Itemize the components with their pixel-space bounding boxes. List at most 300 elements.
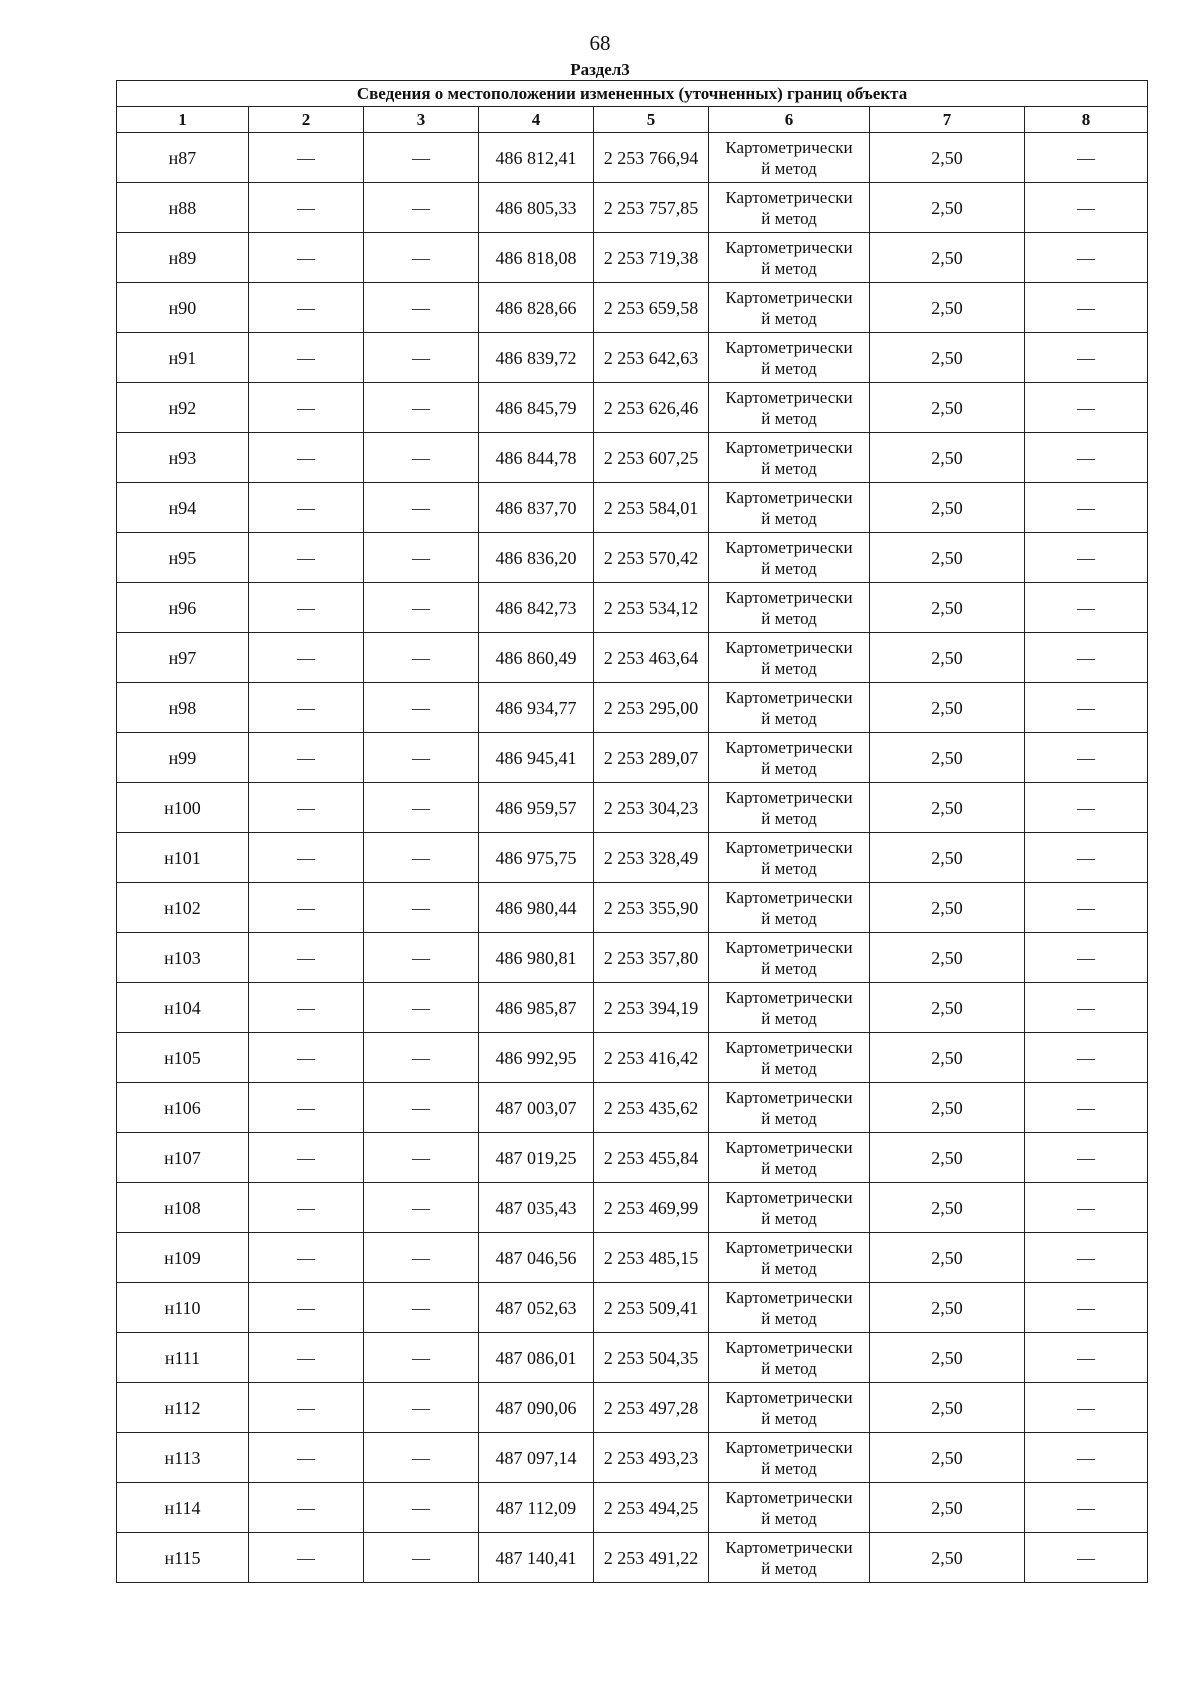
method-cell <box>709 1383 870 1433</box>
method-line-2: й метод <box>761 908 817 928</box>
column-8-cell: — <box>1025 1183 1148 1233</box>
table-row <box>117 433 1148 483</box>
method-cell <box>709 883 870 933</box>
table-row <box>117 883 1148 933</box>
accuracy-cell: 2,50 <box>870 183 1025 233</box>
column-3-cell: — <box>364 883 479 933</box>
table-row <box>117 233 1148 283</box>
column-3-cell: — <box>364 1033 479 1083</box>
point-name-cell: н95 <box>117 533 249 583</box>
column-8-cell: — <box>1025 1083 1148 1133</box>
y-coordinate-cell: 2 253 435,62 <box>594 1083 709 1133</box>
y-coordinate-cell: 2 253 295,00 <box>594 683 709 733</box>
method-cell <box>709 1333 870 1383</box>
coordinates-table <box>116 80 1148 1583</box>
point-name-cell: н110 <box>117 1283 249 1333</box>
column-number: 2 <box>249 107 364 133</box>
table-row <box>117 483 1148 533</box>
column-3-cell: — <box>364 633 479 683</box>
method-line-1: Картометрически <box>725 837 853 857</box>
table-row <box>117 633 1148 683</box>
table-row <box>117 1533 1148 1583</box>
method-line-2: й метод <box>761 458 817 478</box>
x-coordinate-cell: 486 860,49 <box>479 633 594 683</box>
point-name-cell: н90 <box>117 283 249 333</box>
accuracy-cell: 2,50 <box>870 1433 1025 1483</box>
y-coordinate-cell: 2 253 455,84 <box>594 1133 709 1183</box>
point-name-cell: н89 <box>117 233 249 283</box>
method-cell <box>709 1083 870 1133</box>
column-3-cell: — <box>364 783 479 833</box>
table-row <box>117 533 1148 583</box>
accuracy-cell: 2,50 <box>870 783 1025 833</box>
method-line-2: й метод <box>761 1158 817 1178</box>
method-line-1: Картометрически <box>725 1137 853 1157</box>
method-cell <box>709 633 870 683</box>
method-line-2: й метод <box>761 1008 817 1028</box>
x-coordinate-cell: 486 985,87 <box>479 983 594 1033</box>
x-coordinate-cell: 487 140,41 <box>479 1533 594 1583</box>
method-cell <box>709 233 870 283</box>
y-coordinate-cell: 2 253 493,23 <box>594 1433 709 1483</box>
table-row <box>117 1283 1148 1333</box>
column-3-cell: — <box>364 1383 479 1433</box>
accuracy-cell: 2,50 <box>870 1283 1025 1333</box>
method-line-2: й метод <box>761 208 817 228</box>
method-line-2: й метод <box>761 308 817 328</box>
x-coordinate-cell: 486 842,73 <box>479 583 594 633</box>
x-coordinate-cell: 486 980,44 <box>479 883 594 933</box>
method-line-1: Картометрически <box>725 787 853 807</box>
column-2-cell: — <box>249 1433 364 1483</box>
accuracy-cell: 2,50 <box>870 983 1025 1033</box>
accuracy-cell: 2,50 <box>870 1233 1025 1283</box>
method-line-1: Картометрически <box>725 1037 853 1057</box>
y-coordinate-cell: 2 253 757,85 <box>594 183 709 233</box>
column-3-cell: — <box>364 1483 479 1533</box>
table-row <box>117 1133 1148 1183</box>
table-row <box>117 933 1148 983</box>
column-3-cell: — <box>364 733 479 783</box>
column-8-cell: — <box>1025 1533 1148 1583</box>
column-8-cell: — <box>1025 983 1148 1033</box>
y-coordinate-cell: 2 253 328,49 <box>594 833 709 883</box>
table-row <box>117 733 1148 783</box>
y-coordinate-cell: 2 253 719,38 <box>594 233 709 283</box>
point-name-cell: н114 <box>117 1483 249 1533</box>
column-8-cell: — <box>1025 133 1148 183</box>
column-2-cell: — <box>249 1483 364 1533</box>
x-coordinate-cell: 487 090,06 <box>479 1383 594 1433</box>
method-line-1: Картометрически <box>725 987 853 1007</box>
method-line-1: Картометрически <box>725 1237 853 1257</box>
column-8-cell: — <box>1025 233 1148 283</box>
method-line-1: Картометрически <box>725 1087 853 1107</box>
method-line-2: й метод <box>761 1308 817 1328</box>
column-3-cell: — <box>364 1083 479 1133</box>
column-8-cell: — <box>1025 1483 1148 1533</box>
column-2-cell: — <box>249 1233 364 1283</box>
column-3-cell: — <box>364 1133 479 1183</box>
column-2-cell: — <box>249 883 364 933</box>
method-line-2: й метод <box>761 508 817 528</box>
method-line-2: й метод <box>761 158 817 178</box>
x-coordinate-cell: 486 836,20 <box>479 533 594 583</box>
point-name-cell: н92 <box>117 383 249 433</box>
column-2-cell: — <box>249 1133 364 1183</box>
method-cell <box>709 1183 870 1233</box>
point-name-cell: н104 <box>117 983 249 1033</box>
y-coordinate-cell: 2 253 509,41 <box>594 1283 709 1333</box>
column-2-cell: — <box>249 183 364 233</box>
column-8-cell: — <box>1025 833 1148 883</box>
y-coordinate-cell: 2 253 626,46 <box>594 383 709 433</box>
column-number: 3 <box>364 107 479 133</box>
column-3-cell: — <box>364 1283 479 1333</box>
column-8-cell: — <box>1025 283 1148 333</box>
x-coordinate-cell: 486 934,77 <box>479 683 594 733</box>
column-3-cell: — <box>364 583 479 633</box>
column-number: 8 <box>1025 107 1148 133</box>
column-2-cell: — <box>249 633 364 683</box>
accuracy-cell: 2,50 <box>870 1483 1025 1533</box>
x-coordinate-cell: 487 003,07 <box>479 1083 594 1133</box>
column-3-cell: — <box>364 933 479 983</box>
table-row <box>117 283 1148 333</box>
column-8-cell: — <box>1025 783 1148 833</box>
x-coordinate-cell: 487 097,14 <box>479 1433 594 1483</box>
method-line-2: й метод <box>761 258 817 278</box>
y-coordinate-cell: 2 253 416,42 <box>594 1033 709 1083</box>
column-2-cell: — <box>249 833 364 883</box>
method-line-2: й метод <box>761 1458 817 1478</box>
column-3-cell: — <box>364 983 479 1033</box>
x-coordinate-cell: 487 112,09 <box>479 1483 594 1533</box>
column-number: 5 <box>594 107 709 133</box>
method-line-2: й метод <box>761 758 817 778</box>
x-coordinate-cell: 486 818,08 <box>479 233 594 283</box>
column-3-cell: — <box>364 1183 479 1233</box>
method-line-1: Картометрически <box>725 737 853 757</box>
method-cell <box>709 533 870 583</box>
method-line-1: Картометрически <box>725 337 853 357</box>
method-line-2: й метод <box>761 1108 817 1128</box>
column-2-cell: — <box>249 733 364 783</box>
section-title: Раздел3 <box>570 60 630 79</box>
y-coordinate-cell: 2 253 497,28 <box>594 1383 709 1433</box>
point-name-cell: н98 <box>117 683 249 733</box>
accuracy-cell: 2,50 <box>870 1133 1025 1183</box>
method-cell <box>709 1533 870 1583</box>
column-3-cell: — <box>364 383 479 433</box>
method-line-2: й метод <box>761 1508 817 1528</box>
method-line-2: й метод <box>761 1208 817 1228</box>
accuracy-cell: 2,50 <box>870 1383 1025 1433</box>
table-row <box>117 983 1148 1033</box>
table-row <box>117 1433 1148 1483</box>
point-name-cell: н101 <box>117 833 249 883</box>
column-3-cell: — <box>364 1433 479 1483</box>
column-3-cell: — <box>364 233 479 283</box>
column-8-cell: — <box>1025 583 1148 633</box>
accuracy-cell: 2,50 <box>870 383 1025 433</box>
accuracy-cell: 2,50 <box>870 1033 1025 1083</box>
point-name-cell: н100 <box>117 783 249 833</box>
table-row <box>117 583 1148 633</box>
method-line-1: Картометрически <box>725 587 853 607</box>
column-2-cell: — <box>249 133 364 183</box>
x-coordinate-cell: 486 805,33 <box>479 183 594 233</box>
method-cell <box>709 1433 870 1483</box>
y-coordinate-cell: 2 253 394,19 <box>594 983 709 1033</box>
method-line-2: й метод <box>761 558 817 578</box>
x-coordinate-cell: 486 812,41 <box>479 133 594 183</box>
accuracy-cell: 2,50 <box>870 333 1025 383</box>
method-cell <box>709 983 870 1033</box>
point-name-cell: н109 <box>117 1233 249 1283</box>
column-8-cell: — <box>1025 433 1148 483</box>
method-line-2: й метод <box>761 608 817 628</box>
accuracy-cell: 2,50 <box>870 283 1025 333</box>
point-name-cell: н112 <box>117 1383 249 1433</box>
method-line-2: й метод <box>761 808 817 828</box>
y-coordinate-cell: 2 253 642,63 <box>594 333 709 383</box>
column-8-cell: — <box>1025 183 1148 233</box>
method-cell <box>709 583 870 633</box>
column-8-cell: — <box>1025 883 1148 933</box>
method-cell <box>709 833 870 883</box>
y-coordinate-cell: 2 253 766,94 <box>594 133 709 183</box>
column-2-cell: — <box>249 1033 364 1083</box>
method-line-1: Картометрически <box>725 437 853 457</box>
y-coordinate-cell: 2 253 504,35 <box>594 1333 709 1383</box>
method-cell <box>709 1483 870 1533</box>
point-name-cell: н96 <box>117 583 249 633</box>
method-line-2: й метод <box>761 1558 817 1578</box>
column-8-cell: — <box>1025 483 1148 533</box>
point-name-cell: н94 <box>117 483 249 533</box>
table-body <box>117 133 1148 1583</box>
point-name-cell: н108 <box>117 1183 249 1233</box>
column-8-cell: — <box>1025 733 1148 783</box>
accuracy-cell: 2,50 <box>870 433 1025 483</box>
column-2-cell: — <box>249 233 364 283</box>
method-line-2: й метод <box>761 708 817 728</box>
method-line-1: Картометрически <box>725 637 853 657</box>
accuracy-cell: 2,50 <box>870 583 1025 633</box>
column-number: 6 <box>709 107 870 133</box>
method-cell <box>709 333 870 383</box>
method-line-1: Картометрически <box>725 1537 853 1557</box>
y-coordinate-cell: 2 253 355,90 <box>594 883 709 933</box>
x-coordinate-cell: 486 992,95 <box>479 1033 594 1083</box>
column-3-cell: — <box>364 1533 479 1583</box>
accuracy-cell: 2,50 <box>870 233 1025 283</box>
column-3-cell: — <box>364 133 479 183</box>
method-cell <box>709 733 870 783</box>
point-name-cell: н106 <box>117 1083 249 1133</box>
method-line-2: й метод <box>761 1258 817 1278</box>
column-number-row <box>117 107 1148 133</box>
method-line-1: Картометрически <box>725 887 853 907</box>
column-3-cell: — <box>364 1333 479 1383</box>
x-coordinate-cell: 486 975,75 <box>479 833 594 883</box>
table-row <box>117 783 1148 833</box>
column-2-cell: — <box>249 383 364 433</box>
x-coordinate-cell: 487 046,56 <box>479 1233 594 1283</box>
point-name-cell: н113 <box>117 1433 249 1483</box>
point-name-cell: н115 <box>117 1533 249 1583</box>
column-8-cell: — <box>1025 1033 1148 1083</box>
column-2-cell: — <box>249 1183 364 1233</box>
method-line-1: Картометрически <box>725 1187 853 1207</box>
method-line-2: й метод <box>761 1358 817 1378</box>
x-coordinate-cell: 486 945,41 <box>479 733 594 783</box>
column-8-cell: — <box>1025 383 1148 433</box>
column-2-cell: — <box>249 583 364 633</box>
method-cell <box>709 483 870 533</box>
y-coordinate-cell: 2 253 659,58 <box>594 283 709 333</box>
page-number: 68 <box>589 31 611 55</box>
column-2-cell: — <box>249 333 364 383</box>
column-2-cell: — <box>249 533 364 583</box>
column-3-cell: — <box>364 833 479 883</box>
method-line-1: Картометрически <box>725 487 853 507</box>
x-coordinate-cell: 487 086,01 <box>479 1333 594 1383</box>
column-3-cell: — <box>364 433 479 483</box>
accuracy-cell: 2,50 <box>870 1533 1025 1583</box>
method-line-1: Картометрически <box>725 387 853 407</box>
point-name-cell: н111 <box>117 1333 249 1383</box>
method-line-1: Картометрически <box>725 137 853 157</box>
point-name-cell: н99 <box>117 733 249 783</box>
x-coordinate-cell: 487 052,63 <box>479 1283 594 1333</box>
y-coordinate-cell: 2 253 357,80 <box>594 933 709 983</box>
table-row <box>117 183 1148 233</box>
y-coordinate-cell: 2 253 304,23 <box>594 783 709 833</box>
accuracy-cell: 2,50 <box>870 833 1025 883</box>
accuracy-cell: 2,50 <box>870 1183 1025 1233</box>
y-coordinate-cell: 2 253 491,22 <box>594 1533 709 1583</box>
accuracy-cell: 2,50 <box>870 1333 1025 1383</box>
method-cell <box>709 783 870 833</box>
method-line-1: Картометрически <box>725 1387 853 1407</box>
column-2-cell: — <box>249 1083 364 1133</box>
column-3-cell: — <box>364 483 479 533</box>
column-number: 1 <box>117 107 249 133</box>
method-line-1: Картометрически <box>725 1287 853 1307</box>
table-row <box>117 333 1148 383</box>
method-line-2: й метод <box>761 1408 817 1428</box>
table-row <box>117 1383 1148 1433</box>
column-3-cell: — <box>364 1233 479 1283</box>
x-coordinate-cell: 486 828,66 <box>479 283 594 333</box>
accuracy-cell: 2,50 <box>870 1083 1025 1133</box>
table-row <box>117 1233 1148 1283</box>
point-name-cell: н105 <box>117 1033 249 1083</box>
column-3-cell: — <box>364 183 479 233</box>
table-row <box>117 833 1148 883</box>
column-2-cell: — <box>249 483 364 533</box>
method-line-1: Картометрически <box>725 687 853 707</box>
method-cell <box>709 433 870 483</box>
column-2-cell: — <box>249 783 364 833</box>
column-2-cell: — <box>249 1283 364 1333</box>
y-coordinate-cell: 2 253 289,07 <box>594 733 709 783</box>
x-coordinate-cell: 487 019,25 <box>479 1133 594 1183</box>
table-row <box>117 1333 1148 1383</box>
table-row <box>117 133 1148 183</box>
method-line-2: й метод <box>761 358 817 378</box>
point-name-cell: н107 <box>117 1133 249 1183</box>
point-name-cell: н103 <box>117 933 249 983</box>
method-cell <box>709 183 870 233</box>
table-row <box>117 383 1148 433</box>
table-row <box>117 1483 1148 1533</box>
x-coordinate-cell: 486 839,72 <box>479 333 594 383</box>
x-coordinate-cell: 486 980,81 <box>479 933 594 983</box>
column-2-cell: — <box>249 433 364 483</box>
table-row <box>117 683 1148 733</box>
column-8-cell: — <box>1025 1433 1148 1483</box>
column-8-cell: — <box>1025 1383 1148 1433</box>
point-name-cell: н93 <box>117 433 249 483</box>
method-cell <box>709 1133 870 1183</box>
method-cell <box>709 933 870 983</box>
method-line-2: й метод <box>761 658 817 678</box>
y-coordinate-cell: 2 253 584,01 <box>594 483 709 533</box>
accuracy-cell: 2,50 <box>870 883 1025 933</box>
method-line-1: Картометрически <box>725 237 853 257</box>
accuracy-cell: 2,50 <box>870 133 1025 183</box>
method-line-1: Картометрически <box>725 1337 853 1357</box>
y-coordinate-cell: 2 253 463,64 <box>594 633 709 683</box>
column-2-cell: — <box>249 1383 364 1433</box>
method-cell <box>709 1033 870 1083</box>
accuracy-cell: 2,50 <box>870 533 1025 583</box>
column-8-cell: — <box>1025 633 1148 683</box>
table-caption: Сведения о местоположении измененных (уточненных) границ объекта <box>117 81 1148 107</box>
y-coordinate-cell: 2 253 534,12 <box>594 583 709 633</box>
method-line-1: Картометрически <box>725 187 853 207</box>
y-coordinate-cell: 2 253 494,25 <box>594 1483 709 1533</box>
y-coordinate-cell: 2 253 485,15 <box>594 1233 709 1283</box>
method-cell <box>709 283 870 333</box>
method-cell <box>709 383 870 433</box>
y-coordinate-cell: 2 253 469,99 <box>594 1183 709 1233</box>
column-3-cell: — <box>364 533 479 583</box>
table-row <box>117 1083 1148 1133</box>
column-number: 7 <box>870 107 1025 133</box>
point-name-cell: н102 <box>117 883 249 933</box>
column-8-cell: — <box>1025 533 1148 583</box>
accuracy-cell: 2,50 <box>870 633 1025 683</box>
method-line-1: Картометрически <box>725 537 853 557</box>
point-name-cell: н97 <box>117 633 249 683</box>
method-line-1: Картометрически <box>725 937 853 957</box>
point-name-cell: н91 <box>117 333 249 383</box>
x-coordinate-cell: 486 837,70 <box>479 483 594 533</box>
x-coordinate-cell: 486 959,57 <box>479 783 594 833</box>
column-8-cell: — <box>1025 333 1148 383</box>
column-2-cell: — <box>249 283 364 333</box>
method-line-1: Картометрически <box>725 287 853 307</box>
column-2-cell: — <box>249 933 364 983</box>
x-coordinate-cell: 486 845,79 <box>479 383 594 433</box>
method-line-1: Картометрически <box>725 1437 853 1457</box>
column-8-cell: — <box>1025 1333 1148 1383</box>
point-name-cell: н88 <box>117 183 249 233</box>
